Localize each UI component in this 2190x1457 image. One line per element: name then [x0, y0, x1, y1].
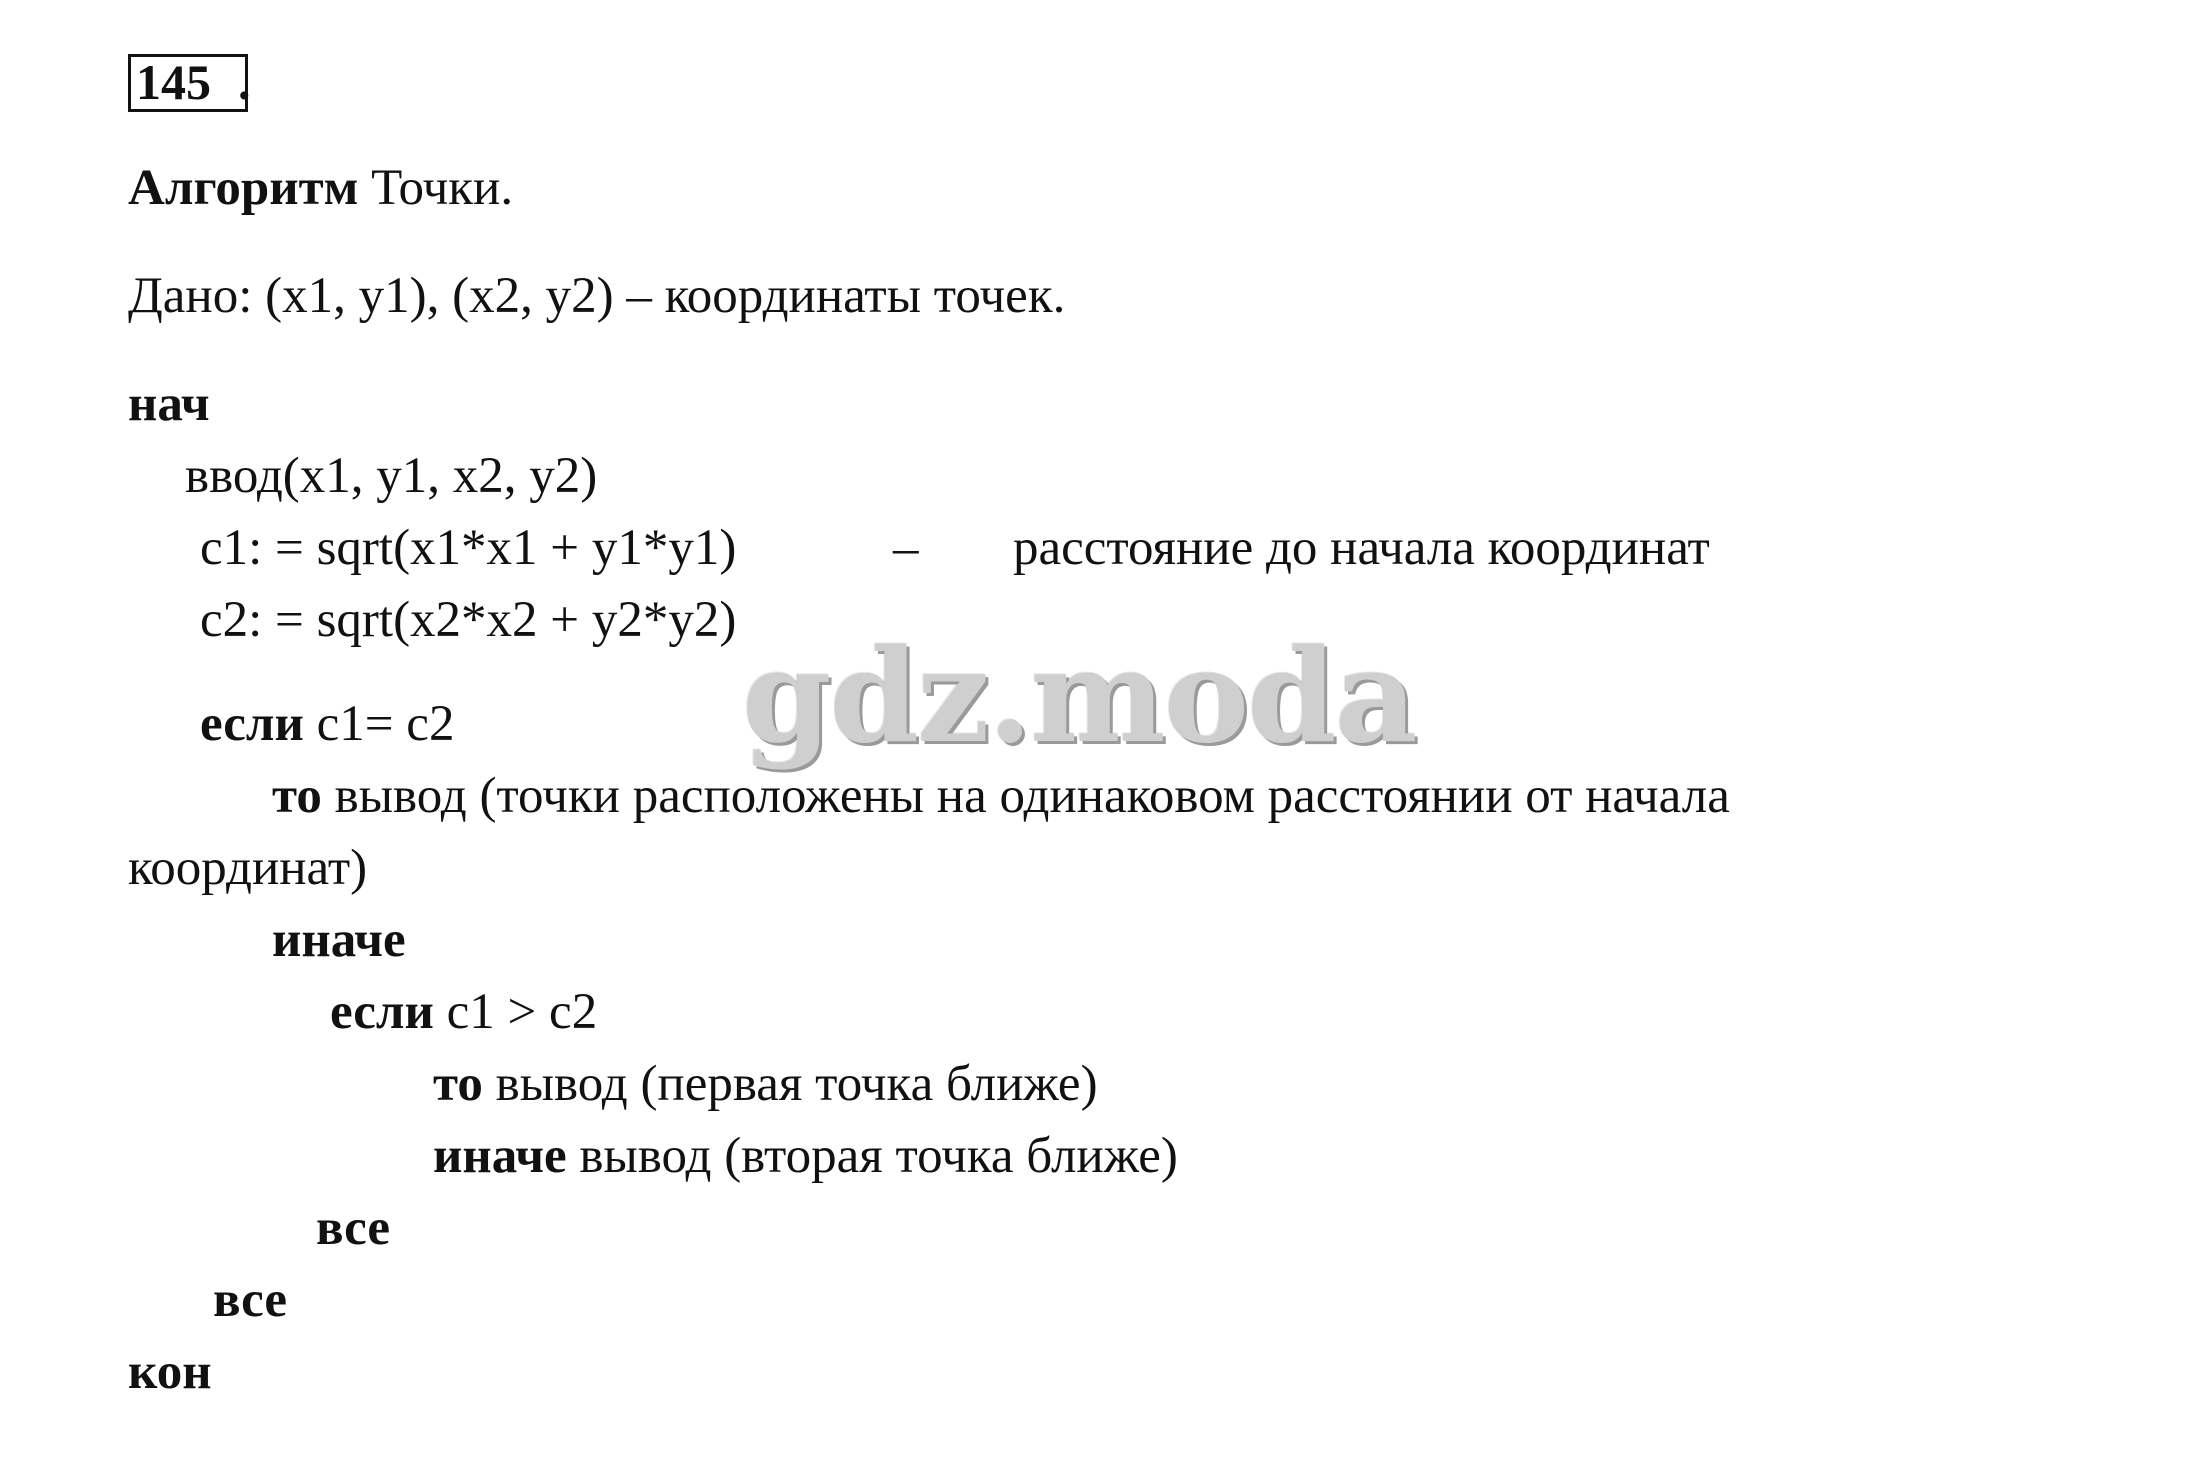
end-if-keyword-1: все — [213, 1272, 288, 1328]
else-keyword-1: иначе — [272, 912, 406, 968]
input-statement: ввод(x1, y1, x2, y2) — [185, 448, 598, 504]
else-statement-2 — [433, 1126, 1178, 1186]
end-if-keyword-2: все — [316, 1200, 391, 1256]
task-number-dot: . — [238, 54, 251, 110]
then-keyword-2: то — [433, 1056, 483, 1112]
if-keyword-2: если — [330, 984, 434, 1040]
algorithm-keyword: Алгоритм — [128, 160, 359, 216]
if-condition-2: c1 > c2 — [433, 984, 598, 1040]
then-statement-1 — [272, 766, 1730, 826]
c2-assignment: c2: = sqrt(x2*x2 + y2*y2) — [200, 592, 737, 648]
then-text-2: вывод (первая точка ближе) — [482, 1056, 1098, 1112]
if-condition-1: c1= c2 — [303, 696, 455, 752]
else-keyword-2: иначе — [433, 1128, 567, 1184]
else-text-2: вывод (вторая точка ближе) — [566, 1128, 1178, 1184]
then-text-1: вывод (точки расположены на одинаковом расстоянии от начала — [321, 768, 1730, 824]
watermark-text: gdz.moda — [742, 622, 1416, 772]
then-statement-2 — [433, 1054, 1098, 1114]
if-statement-1 — [200, 694, 454, 754]
algorithm-name: Точки. — [358, 160, 514, 216]
given-line: Дано: (x1, y1), (x2, y2) – координаты точек. — [128, 268, 1066, 324]
c1-dash: – — [893, 520, 919, 576]
c1-comment: расстояние до начала координат — [1013, 520, 1710, 576]
then-keyword-1: то — [272, 768, 322, 824]
task-number: 145 — [136, 54, 211, 110]
if-keyword-1: если — [200, 696, 304, 752]
begin-keyword: нач — [128, 376, 210, 432]
then-text-1-continuation: координат) — [128, 840, 368, 896]
end-keyword: кон — [128, 1344, 212, 1400]
algorithm-title — [128, 158, 513, 218]
if-statement-2 — [330, 982, 597, 1042]
c1-assignment: c1: = sqrt(x1*x1 + y1*y1) — [200, 520, 737, 576]
